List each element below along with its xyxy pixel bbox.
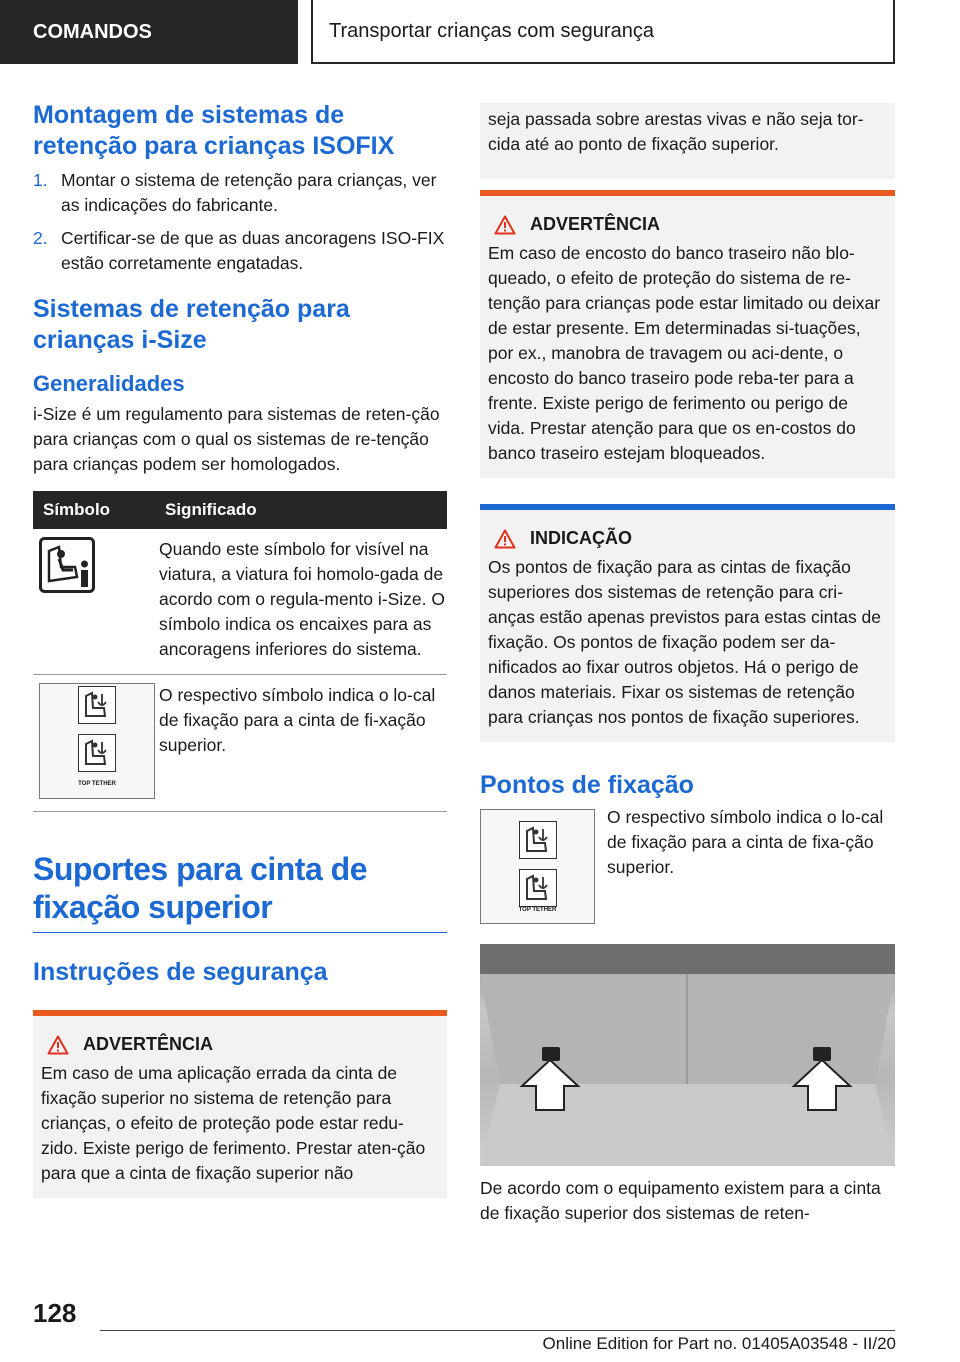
trunk-photo: [480, 944, 895, 1166]
left-column: [33, 100, 447, 1198]
paragraph-anchor-points: O respectivo símbolo indica o lo-cal de fixação para a cinta de fixa-ção superior.: [607, 807, 884, 877]
tether-anchor-icon: [519, 821, 557, 859]
tether-anchor-icon: [78, 686, 116, 724]
list-item: [33, 226, 447, 276]
paragraph-bottom: De acordo com o equipamento existem para a cinta de fixação superior dos sistemas de reten-: [480, 1178, 881, 1223]
warning-box-1: [33, 1010, 447, 1198]
top-tether-label: TOP TETHER: [78, 780, 116, 787]
table-row: [33, 675, 447, 812]
isize-icon: [39, 537, 95, 593]
paragraph-general: i-Size é um regulamento para sistemas de reten-ção para crianças com o qual os sistemas de re-tenção para crianças podem ser homologados.: [33, 404, 440, 474]
top-tether-symbol: [480, 809, 595, 924]
col-header-symbol: Símbolo: [33, 491, 155, 529]
chapter-title: Transportar crianças com segurança: [329, 19, 654, 42]
heading-isize: Sistemas de retenção para crianças i-Size: [33, 295, 350, 354]
symbol-table: [33, 491, 447, 812]
warning-triangle-icon: [494, 215, 516, 235]
warning-continuation: [480, 103, 895, 179]
heading-general: Generalidades: [33, 371, 185, 396]
anchor-points-row: [480, 809, 895, 924]
notice-box: [480, 504, 895, 742]
step-text: Certificar-se de que as duas ancoragens ISO-FIX estão corretamente engatadas.: [61, 228, 445, 273]
section-tab: [0, 0, 298, 64]
footer-rule: [100, 1330, 895, 1331]
trunk-illustration: [480, 944, 895, 1166]
step-number: 2.: [33, 228, 48, 248]
tether-anchor-icon: [519, 869, 557, 907]
notice-triangle-icon: [494, 529, 516, 549]
steps-list: [33, 168, 447, 276]
table-cell: O respectivo símbolo indica o lo-cal de fixação para a cinta de fi-xação superior.: [155, 675, 447, 812]
tether-anchor-icon: [78, 734, 116, 772]
warning-text: seja passada sobre arestas vivas e não seja tor-cida até ao ponto de fixação superior.: [488, 109, 864, 154]
top-tether-symbol: [39, 683, 155, 799]
list-item: [33, 168, 447, 218]
heading-rule: [33, 932, 447, 933]
footer-edition: Online Edition for Part no. 01405A03548 - II/20: [542, 1334, 896, 1353]
right-column: [480, 103, 895, 1226]
col-header-meaning: Significado: [155, 491, 447, 529]
notice-title: INDICAÇÃO: [530, 528, 632, 548]
step-number: 1.: [33, 170, 48, 190]
heading-isofix: Montagem de sistemas de retenção para crianças ISOFIX: [33, 101, 395, 160]
section-title: COMANDOS: [33, 20, 152, 43]
page-number: 128: [33, 1298, 77, 1328]
top-tether-label: TOP TETHER: [518, 906, 557, 913]
chapter-header: [311, 0, 895, 64]
warning-text: Em caso de encosto do banco traseiro não blo-queado, o efeito de proteção do sistema de re-tenção para crianças pode estar limitado ou deixar de estar presente. Em determinadas si-tuações, por ex., manobra de travagem ou aci-dente, o encosto do banco traseiro pode reba-ter para a frente. Existe perigo de ferimento ou perigo de vida. Prestar atenção para que os en-costos do banco traseiro estejam bloqueados.: [488, 243, 881, 463]
warning-text: Em caso de uma aplicação errada da cinta de fixação superior no sistema de retenção para crianças, o efeito de proteção pode estar redu-zido. Existe perigo de ferimento. Prestar aten-ção para que a cinta de fixação superior não: [41, 1063, 426, 1183]
warning-title: ADVERTÊNCIA: [530, 214, 661, 234]
warning-triangle-icon: [47, 1035, 69, 1055]
notice-text: Os pontos de fixação para as cintas de fixação superiores dos sistemas de retenção para cri-anças estão apenas previstos para estas cintas de fixação. Os pontos de fixação podem ser da-nificados ao fixar outros objetos. Há o perigo de danos materiais. Fixar os sistemas de retenção para crianças nos pontos de fixação superiores.: [488, 557, 882, 727]
heading-anchor-points: Pontos de fixação: [480, 771, 694, 799]
heading-safety: Instruções de segurança: [33, 958, 328, 986]
warning-title: ADVERTÊNCIA: [83, 1034, 214, 1054]
step-text: Montar o sistema de retenção para crianças, ver as indicações do fabricante.: [61, 170, 437, 215]
heading-tether-supports: Suportes para cinta de fixação superior: [33, 851, 367, 925]
warning-box-2: [480, 190, 895, 478]
table-row: [33, 529, 447, 675]
table-cell: Quando este símbolo for visível na viatura, a viatura foi homolo-gada de acordo com o regula-mento i-Size. O símbolo indica os encaixes para as ancoragens inferiores do sistema.: [155, 529, 447, 675]
